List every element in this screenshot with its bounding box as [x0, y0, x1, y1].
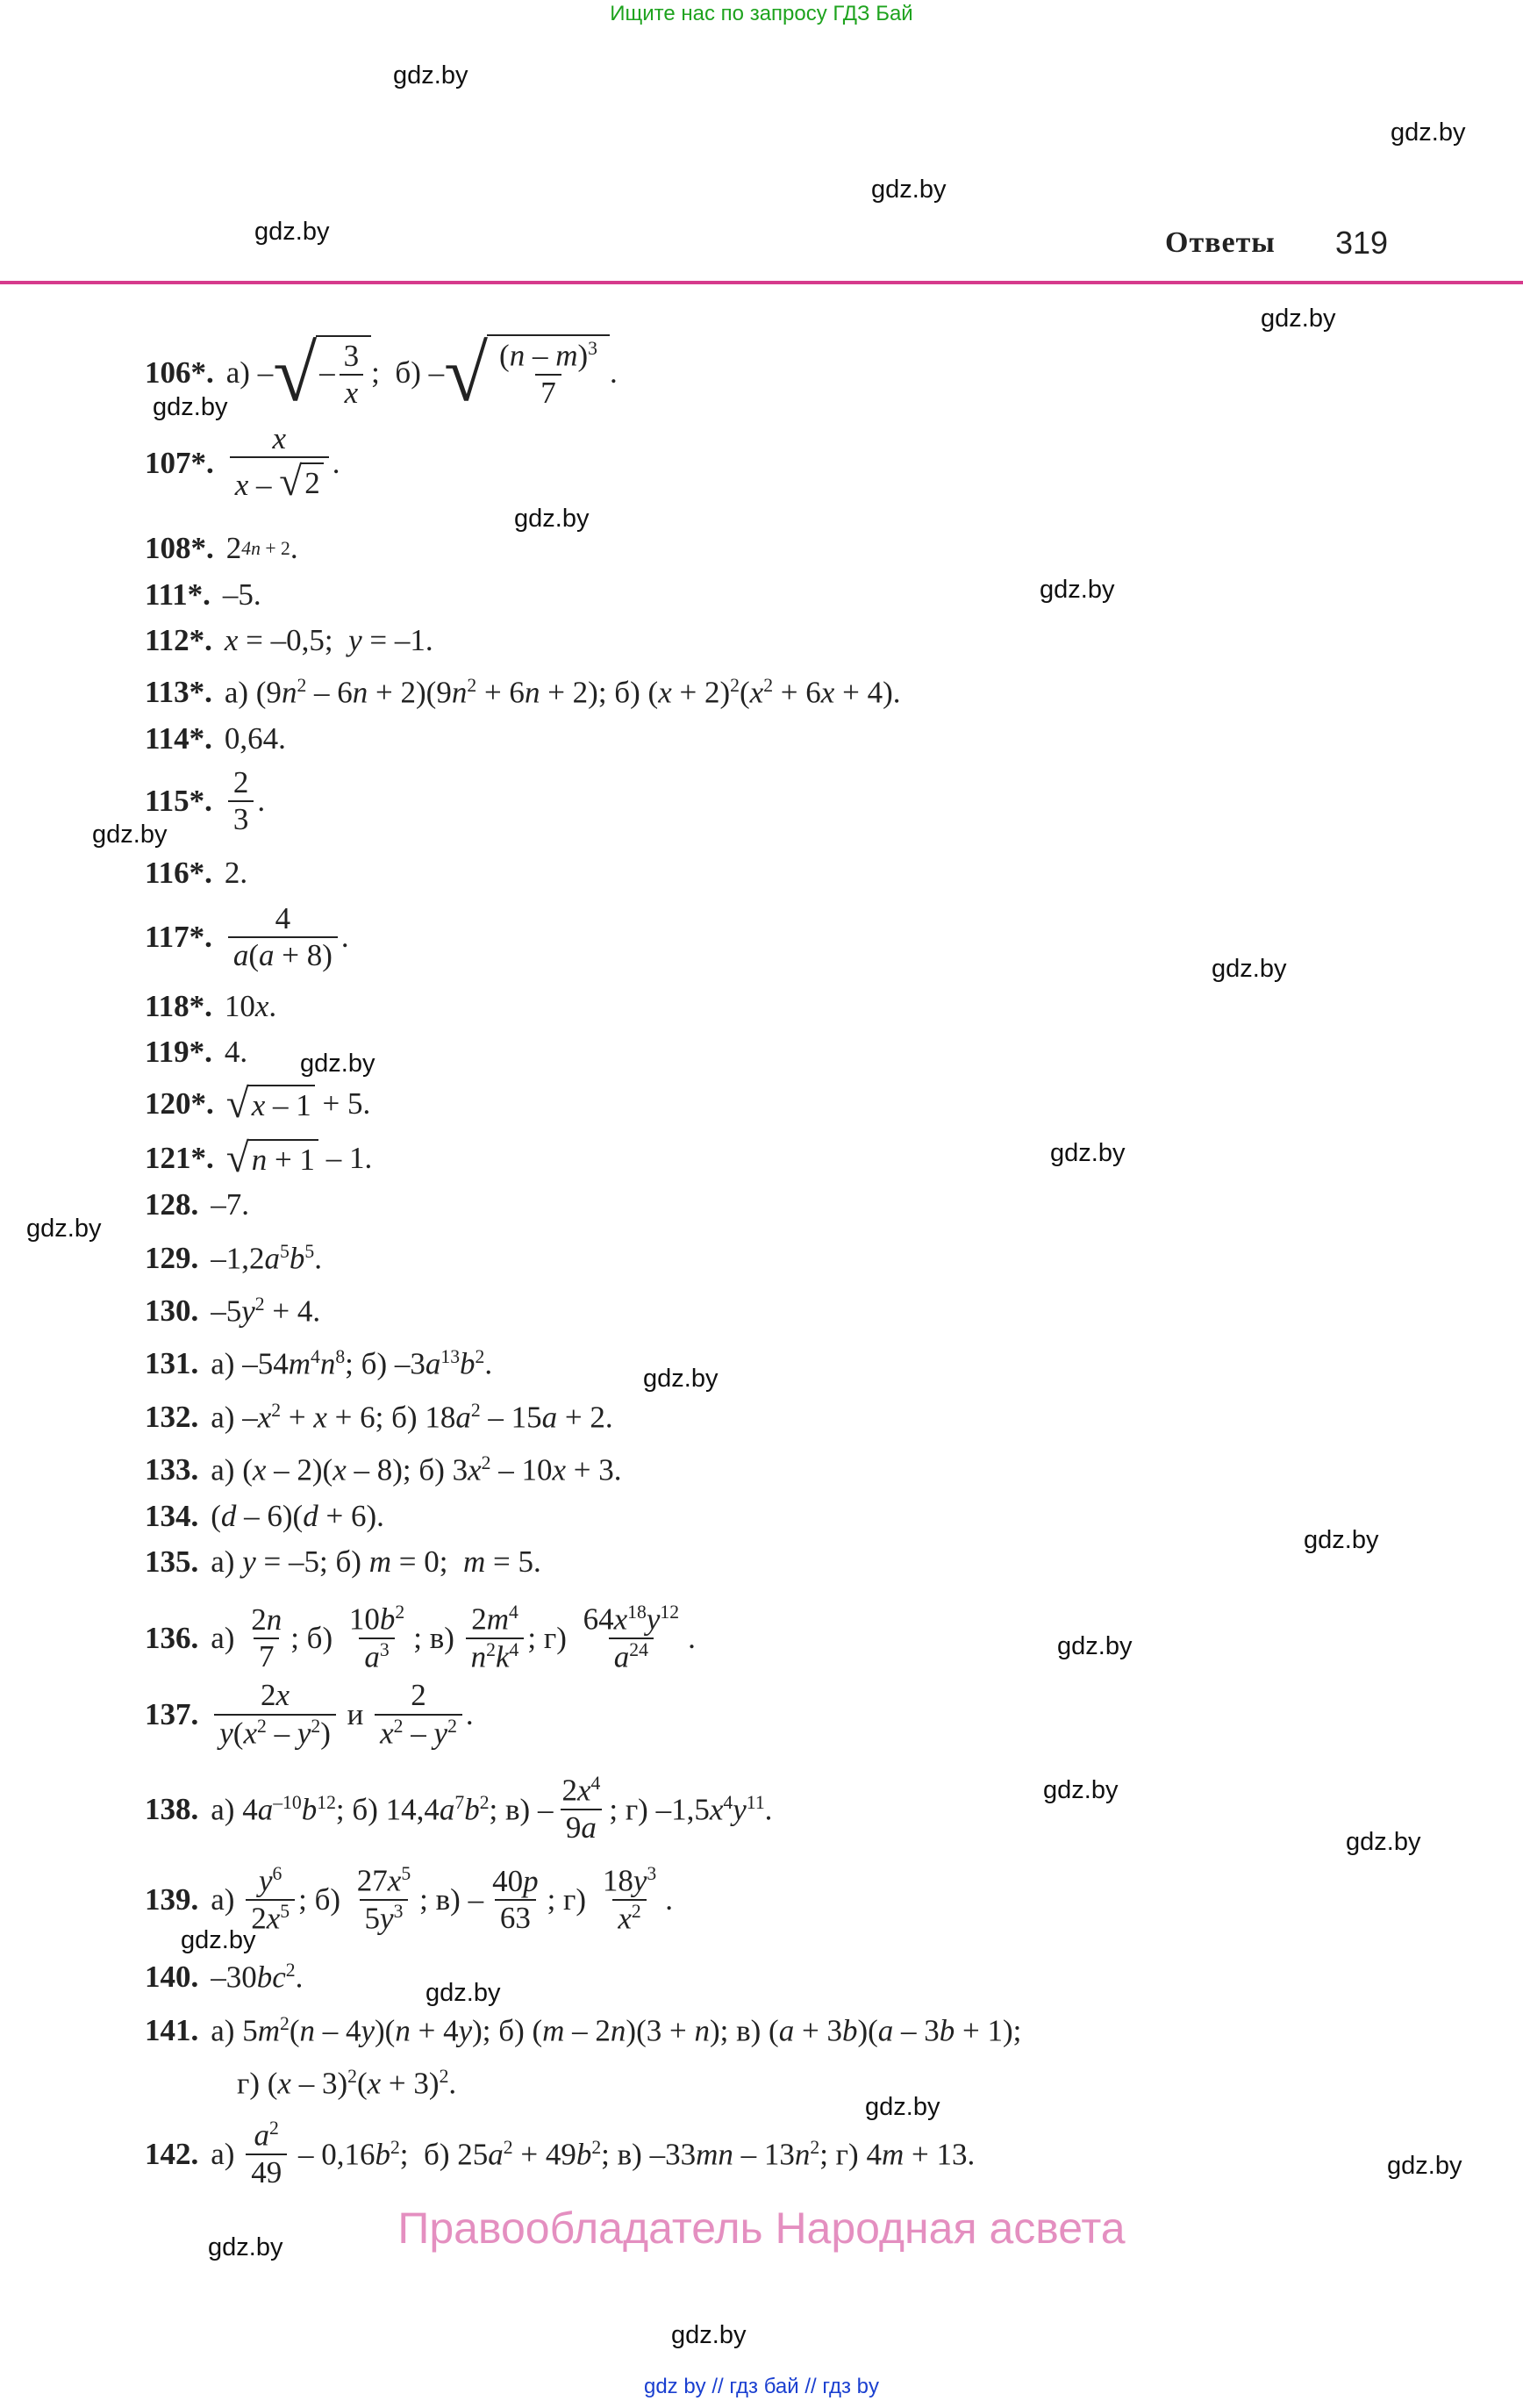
watermark: gdz.by — [300, 1050, 375, 1078]
answer-number: 139. — [145, 1882, 199, 1917]
answer-text: 0,64. — [224, 721, 286, 756]
answer-text: 2. — [224, 856, 248, 890]
answer-number: 116*. — [145, 856, 212, 890]
watermark: gdz.by — [643, 1365, 719, 1393]
answer-138: 138. а) $4a^{-10}b^{12}$; б) $14,4a^7b^2$; в) – $\frac{2x^4}{9a}$ ; г) $-1,5x^4y^{11}$. — [145, 1773, 773, 1845]
answer-number: 112*. — [145, 623, 212, 657]
watermark: gdz.by — [865, 2093, 940, 2121]
answer-number: 120*. — [145, 1086, 214, 1121]
answer-number: 128. — [145, 1187, 199, 1222]
answer-number: 133. — [145, 1452, 199, 1487]
page-number: 319 — [1335, 225, 1389, 261]
answer-number: 138. — [145, 1792, 199, 1826]
answer-number: 118*. — [145, 989, 212, 1023]
answer-number: 131. — [145, 1346, 199, 1380]
top-banner-link[interactable]: Ищите нас по запросу ГДЗ Бай — [610, 2, 913, 25]
answer-113: 113*. а) $(9n^2 - 6n + 2)(9n^2 + 6n + 2)$; б) $(x + 2)^2(x^2 + 6x + 4)$. — [145, 674, 901, 710]
answer-number: 115*. — [145, 784, 212, 818]
watermark: gdz.by — [871, 176, 947, 204]
watermark: gdz.by — [1040, 576, 1115, 604]
answer-number: 132. — [145, 1400, 199, 1434]
answer-number: 136. — [145, 1621, 199, 1655]
answer-text: 2 — [225, 531, 242, 565]
answer-119 — [145, 1030, 247, 1074]
answer-number: 113*. — [145, 675, 212, 709]
answer-number: 117*. — [145, 920, 212, 954]
watermark: gdz.by — [1261, 305, 1336, 333]
answer-134: 134. (d – 6)(d + 6). — [145, 1499, 384, 1533]
answer-number: 141. — [145, 2013, 199, 2047]
answer-141: 141. а) $5m^2(n - 4y)(n + 4y)$; б) (m – 2n)(3 + n); в) (a + 3b)(a – 3b + 1); — [145, 2012, 1022, 2048]
answer-142: 142. а) $\frac{a^2}{49}$ – $0,16b^2$; б) $25a^2 + 49b^2$; в) $-33mn - 13n^2$; г) 4m + 13. — [145, 2118, 976, 2190]
answer-135: 135. а) y = –5; б) m = 0; m = 5. — [145, 1544, 541, 1579]
answer-114 — [145, 717, 286, 761]
answer-108: 108*. 2 4n + 2 . — [145, 531, 298, 565]
section-title: Ответы — [1165, 226, 1276, 259]
answer-number: 114*. — [145, 721, 212, 756]
answer-number: 137. — [145, 1697, 199, 1731]
watermark: gdz.by — [514, 505, 590, 533]
answer-140: 140. $-30bc^2$. — [145, 1959, 304, 1995]
answer-number: 108*. — [145, 531, 214, 565]
watermark: gdz.by — [1212, 955, 1287, 983]
answer-107: 107*. x x – √ 2 . — [145, 420, 340, 505]
answer-text: –7. — [211, 1187, 249, 1222]
answer-number: 130. — [145, 1294, 199, 1328]
answer-118: 118*. 10x. — [145, 989, 277, 1023]
answer-number: 142. — [145, 2137, 199, 2171]
answer-111 — [145, 573, 261, 617]
answer-133: 133. а) (x – 2)(x – 8); б) $3x^2 - 10x + 3$. — [145, 1451, 622, 1487]
answer-130: 130. $-5y^2 + 4$. — [145, 1293, 321, 1329]
answer-number: 107*. — [145, 446, 214, 480]
answer-136: 136. а) $\frac{2n}{7}$ ; б) $\frac{10b^2}{a^3}$ ; в) $\frac{2m^4}{n^2k^4}$ ; г) $\frac{64x^{18}y^{12}}{a^{24}}$ . — [145, 1602, 696, 1674]
answer-106: 106*. а) – √ – $\frac{3}{x}$ ; б) – √ $\frac{(n - m)^3}{7}$ . — [145, 328, 618, 418]
watermark: gdz.by — [26, 1215, 102, 1243]
answer-129: 129. $-1,2a^5b^5$. — [145, 1240, 322, 1276]
answer-137: 137. $\frac{2x}{y(x^2 - y^2)}$ и $\frac{2}{x^2 - y^2}$ . — [145, 1678, 474, 1751]
answer-120: 120*. √ x – 1 + 5. — [145, 1081, 371, 1127]
answer-117: 117*. $\frac{4}{a(a + 8)}$ . — [145, 900, 349, 972]
answer-number: 129. — [145, 1241, 199, 1275]
answer-number: 119*. — [145, 1035, 212, 1069]
watermark: gdz.by — [1043, 1776, 1119, 1804]
watermark: gdz.by — [1050, 1139, 1126, 1167]
answer-number: 140. — [145, 1960, 199, 1994]
watermark: gdz.by — [1057, 1632, 1133, 1660]
watermark: gdz.by — [1304, 1526, 1379, 1554]
watermark: gdz.by — [153, 393, 228, 421]
watermark: gdz.by — [181, 1926, 256, 1954]
watermark: gdz.by — [425, 1979, 501, 2007]
answer-132: 132. а) $-x^2 + x + 6$; б) $18a^2 - 15a + 2$. — [145, 1399, 613, 1435]
watermark: gdz.by — [208, 2233, 283, 2261]
watermark: gdz.by — [92, 821, 168, 849]
answer-115: 115*. $\frac{2}{3}$ . — [145, 764, 266, 836]
answer-number: 135. — [145, 1544, 199, 1579]
answer-121: 121*. √ n + 1 – 1. — [145, 1136, 373, 1181]
answer-131: 131. а) $-54m^4n^8$; б) $-3a^{13}b^2$. — [145, 1345, 493, 1381]
answer-112: 112*. x = –0,5; y = –1. — [145, 623, 433, 657]
answer-number: 111*. — [145, 577, 211, 612]
watermark: gdz.by — [393, 61, 468, 90]
watermark: gdz.by — [1387, 2152, 1462, 2180]
answer-139: 139. а) $\frac{y^6}{2x^5}$ ; б) $\frac{27x^5}{5y^3}$ ; в) – $\frac{40p}{63}$ ; г) $\frac{18y^3}{x^2}$ . — [145, 1863, 673, 1936]
bottom-banner-link[interactable]: gdz by // гдз бай // гдз by — [643, 2375, 880, 2398]
copyright-watermark: Правообладатель Народная асвета — [397, 2204, 1126, 2253]
header-divider — [0, 281, 1523, 284]
watermark: gdz.by — [1391, 118, 1466, 147]
watermark: gdz.by — [254, 218, 330, 246]
answer-text: 4. — [224, 1035, 248, 1069]
answer-128 — [145, 1183, 249, 1227]
answer-141-continued: г) $(x - 3)^2(x + 3)^2$. — [237, 2065, 457, 2101]
answer-116 — [145, 851, 247, 895]
answer-number: 106*. — [145, 355, 214, 390]
watermark: gdz.by — [671, 2321, 747, 2349]
answer-number: 121*. — [145, 1141, 214, 1175]
watermark: gdz.by — [1346, 1828, 1421, 1856]
answer-number: 134. — [145, 1499, 199, 1533]
answer-text: –5. — [222, 577, 261, 612]
